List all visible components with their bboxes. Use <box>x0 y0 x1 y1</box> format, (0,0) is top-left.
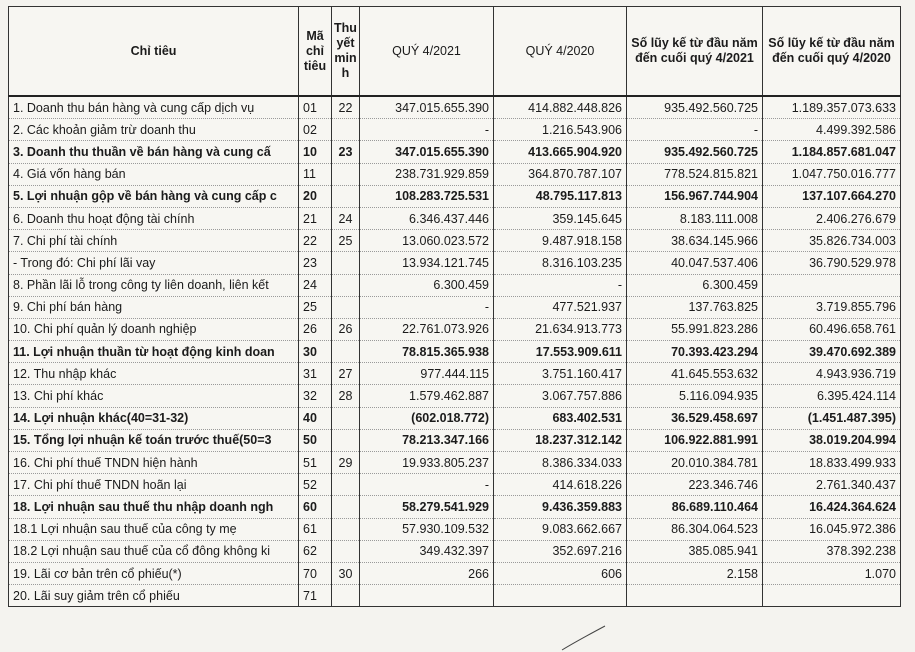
row-ytd-2020: 6.395.424.114 <box>763 385 901 407</box>
table-row <box>9 540 901 562</box>
row-note <box>332 163 360 185</box>
row-note: 28 <box>332 385 360 407</box>
table-row <box>9 518 901 540</box>
row-name: 12. Thu nhập khác <box>9 363 299 385</box>
table-row <box>9 341 901 363</box>
row-ytd-2020: 1.070 <box>763 562 901 584</box>
table-row <box>9 141 901 163</box>
row-name: 18.2 Lợi nhuận sau thuế của cổ đông không ki <box>9 540 299 562</box>
income-statement <box>8 6 901 607</box>
row-q4-2020 <box>494 585 627 607</box>
row-q4-2021: 57.930.109.532 <box>360 518 494 540</box>
row-note: 22 <box>332 96 360 119</box>
table-row <box>9 230 901 252</box>
row-q4-2021: - <box>360 119 494 141</box>
signature-mark <box>560 622 620 652</box>
row-name: 9. Chi phí bán hàng <box>9 296 299 318</box>
row-ytd-2020 <box>763 274 901 296</box>
header-ytd-2020: Số lũy kế từ đầu năm đến cuối quý 4/2020 <box>763 7 901 97</box>
row-q4-2020: - <box>494 274 627 296</box>
row-note <box>332 496 360 518</box>
row-code: 62 <box>299 540 332 562</box>
row-q4-2021: 6.300.459 <box>360 274 494 296</box>
row-q4-2020: 3.751.160.417 <box>494 363 627 385</box>
row-q4-2021: 349.432.397 <box>360 540 494 562</box>
row-code: 24 <box>299 274 332 296</box>
row-note: 23 <box>332 141 360 163</box>
row-ytd-2020: 18.833.499.933 <box>763 452 901 474</box>
table-row <box>9 385 901 407</box>
row-q4-2020: 9.083.662.667 <box>494 518 627 540</box>
row-name: 2. Các khoản giảm trừ doanh thu <box>9 119 299 141</box>
row-code: 32 <box>299 385 332 407</box>
row-ytd-2020: (1.451.487.395) <box>763 407 901 429</box>
table-row <box>9 274 901 296</box>
table-row <box>9 163 901 185</box>
row-q4-2021: 977.444.115 <box>360 363 494 385</box>
row-note <box>332 119 360 141</box>
row-q4-2021: 78.815.365.938 <box>360 341 494 363</box>
row-note: 27 <box>332 363 360 385</box>
row-q4-2021: - <box>360 296 494 318</box>
row-q4-2021: 58.279.541.929 <box>360 496 494 518</box>
row-name: 18.1 Lợi nhuận sau thuế của công ty mẹ <box>9 518 299 540</box>
row-code: 02 <box>299 119 332 141</box>
row-note <box>332 274 360 296</box>
row-ytd-2020: 378.392.238 <box>763 540 901 562</box>
row-name: 13. Chi phí khác <box>9 385 299 407</box>
header-q4-2021: QUÝ 4/2021 <box>360 7 494 97</box>
row-q4-2021: 19.933.805.237 <box>360 452 494 474</box>
row-ytd-2020: 16.045.972.386 <box>763 518 901 540</box>
table-row <box>9 185 901 207</box>
row-name: 1. Doanh thu bán hàng và cung cấp dịch vụ <box>9 96 299 119</box>
row-note: 29 <box>332 452 360 474</box>
row-q4-2021: 238.731.929.859 <box>360 163 494 185</box>
row-code: 61 <box>299 518 332 540</box>
row-ytd-2021: 36.529.458.697 <box>627 407 763 429</box>
income-statement-table <box>8 6 901 607</box>
row-ytd-2021: 223.346.746 <box>627 474 763 496</box>
row-code: 01 <box>299 96 332 119</box>
row-ytd-2021: 137.763.825 <box>627 296 763 318</box>
row-code: 26 <box>299 318 332 340</box>
row-q4-2021: 78.213.347.166 <box>360 429 494 451</box>
row-ytd-2021: 156.967.744.904 <box>627 185 763 207</box>
row-name: 14. Lợi nhuận khác(40=31-32) <box>9 407 299 429</box>
row-q4-2021: 347.015.655.390 <box>360 96 494 119</box>
row-note <box>332 341 360 363</box>
row-q4-2021: 266 <box>360 562 494 584</box>
row-code: 70 <box>299 562 332 584</box>
row-note <box>332 540 360 562</box>
row-code: 71 <box>299 585 332 607</box>
row-q4-2021: - <box>360 474 494 496</box>
row-q4-2020: 414.618.226 <box>494 474 627 496</box>
row-code: 51 <box>299 452 332 474</box>
row-ytd-2021: 778.524.815.821 <box>627 163 763 185</box>
row-ytd-2021: 86.689.110.464 <box>627 496 763 518</box>
row-ytd-2020: 4.499.392.586 <box>763 119 901 141</box>
table-row <box>9 407 901 429</box>
row-name: 16. Chi phí thuế TNDN hiện hành <box>9 452 299 474</box>
row-code: 30 <box>299 341 332 363</box>
row-note: 25 <box>332 230 360 252</box>
row-q4-2021 <box>360 585 494 607</box>
row-name: 3. Doanh thu thuần về bán hàng và cung cấ <box>9 141 299 163</box>
row-ytd-2021: 41.645.553.632 <box>627 363 763 385</box>
row-code: 22 <box>299 230 332 252</box>
table-row <box>9 318 901 340</box>
row-name: 8. Phần lãi lỗ trong công ty liên doanh, liên kết <box>9 274 299 296</box>
table-row <box>9 252 901 274</box>
row-q4-2021: 6.346.437.446 <box>360 207 494 229</box>
row-ytd-2020: 60.496.658.761 <box>763 318 901 340</box>
row-name: 18. Lợi nhuận sau thuế thu nhập doanh ngh <box>9 496 299 518</box>
table-row <box>9 429 901 451</box>
table-row <box>9 363 901 385</box>
row-ytd-2020: 39.470.692.389 <box>763 341 901 363</box>
row-ytd-2020: 38.019.204.994 <box>763 429 901 451</box>
row-note <box>332 185 360 207</box>
row-note: 24 <box>332 207 360 229</box>
header-indicator: Chỉ tiêu <box>9 7 299 97</box>
row-name: 4. Giá vốn hàng bán <box>9 163 299 185</box>
row-ytd-2021: 6.300.459 <box>627 274 763 296</box>
header-ytd-2021: Số lũy kế từ đầu năm đến cuối quý 4/2021 <box>627 7 763 97</box>
row-q4-2020: 21.634.913.773 <box>494 318 627 340</box>
row-q4-2021: 347.015.655.390 <box>360 141 494 163</box>
table-row <box>9 207 901 229</box>
row-code: 52 <box>299 474 332 496</box>
row-q4-2020: 477.521.937 <box>494 296 627 318</box>
row-ytd-2021: 935.492.560.725 <box>627 141 763 163</box>
row-ytd-2021: 106.922.881.991 <box>627 429 763 451</box>
row-note <box>332 252 360 274</box>
row-q4-2021: 13.060.023.572 <box>360 230 494 252</box>
table-row <box>9 562 901 584</box>
row-q4-2020: 9.436.359.883 <box>494 496 627 518</box>
row-code: 21 <box>299 207 332 229</box>
row-ytd-2021: 55.991.823.286 <box>627 318 763 340</box>
row-q4-2020: 8.386.334.033 <box>494 452 627 474</box>
row-ytd-2021: 38.634.145.966 <box>627 230 763 252</box>
row-ytd-2020: 36.790.529.978 <box>763 252 901 274</box>
row-ytd-2021: 2.158 <box>627 562 763 584</box>
row-ytd-2021: 86.304.064.523 <box>627 518 763 540</box>
row-q4-2020: 8.316.103.235 <box>494 252 627 274</box>
row-ytd-2020: 16.424.364.624 <box>763 496 901 518</box>
row-ytd-2020: 1.189.357.073.633 <box>763 96 901 119</box>
row-ytd-2021: 70.393.423.294 <box>627 341 763 363</box>
row-ytd-2021: 20.010.384.781 <box>627 452 763 474</box>
row-ytd-2021: 5.116.094.935 <box>627 385 763 407</box>
row-q4-2020: 1.216.543.906 <box>494 119 627 141</box>
row-ytd-2020 <box>763 585 901 607</box>
row-ytd-2020: 2.761.340.437 <box>763 474 901 496</box>
row-ytd-2020: 1.184.857.681.047 <box>763 141 901 163</box>
row-code: 11 <box>299 163 332 185</box>
row-q4-2021: 1.579.462.887 <box>360 385 494 407</box>
row-q4-2020: 413.665.904.920 <box>494 141 627 163</box>
row-note <box>332 296 360 318</box>
row-code: 60 <box>299 496 332 518</box>
header-code: Mã chỉ tiêu <box>299 7 332 97</box>
row-name: 7. Chi phí tài chính <box>9 230 299 252</box>
row-ytd-2021 <box>627 585 763 607</box>
row-code: 23 <box>299 252 332 274</box>
row-name: 15. Tổng lợi nhuận kế toán trước thuế(50=3 <box>9 429 299 451</box>
row-ytd-2021: 935.492.560.725 <box>627 96 763 119</box>
row-ytd-2020: 2.406.276.679 <box>763 207 901 229</box>
row-code: 20 <box>299 185 332 207</box>
row-code: 25 <box>299 296 332 318</box>
row-q4-2020: 9.487.918.158 <box>494 230 627 252</box>
table-row <box>9 296 901 318</box>
row-name: 20. Lãi suy giảm trên cổ phiếu <box>9 585 299 607</box>
row-ytd-2020: 137.107.664.270 <box>763 185 901 207</box>
row-q4-2021: 22.761.073.926 <box>360 318 494 340</box>
row-name: 19. Lãi cơ bản trên cổ phiếu(*) <box>9 562 299 584</box>
row-name: - Trong đó: Chi phí lãi vay <box>9 252 299 274</box>
header-note: Thuyết minh <box>332 7 360 97</box>
row-note <box>332 518 360 540</box>
table-row <box>9 96 901 119</box>
row-ytd-2020: 3.719.855.796 <box>763 296 901 318</box>
row-name: 6. Doanh thu hoạt động tài chính <box>9 207 299 229</box>
row-ytd-2020: 4.943.936.719 <box>763 363 901 385</box>
header-q4-2020: QUÝ 4/2020 <box>494 7 627 97</box>
row-code: 40 <box>299 407 332 429</box>
row-note <box>332 474 360 496</box>
row-ytd-2021: 40.047.537.406 <box>627 252 763 274</box>
row-code: 50 <box>299 429 332 451</box>
table-row <box>9 452 901 474</box>
row-ytd-2020: 1.047.750.016.777 <box>763 163 901 185</box>
row-name: 17. Chi phí thuế TNDN hoãn lại <box>9 474 299 496</box>
row-name: 11. Lợi nhuận thuần từ hoạt động kinh doan <box>9 341 299 363</box>
row-q4-2021: 108.283.725.531 <box>360 185 494 207</box>
row-q4-2020: 359.145.645 <box>494 207 627 229</box>
row-q4-2020: 3.067.757.886 <box>494 385 627 407</box>
row-code: 10 <box>299 141 332 163</box>
table-row <box>9 474 901 496</box>
row-ytd-2021: - <box>627 119 763 141</box>
row-q4-2020: 352.697.216 <box>494 540 627 562</box>
row-q4-2021: (602.018.772) <box>360 407 494 429</box>
row-note: 30 <box>332 562 360 584</box>
row-q4-2020: 18.237.312.142 <box>494 429 627 451</box>
row-q4-2020: 364.870.787.107 <box>494 163 627 185</box>
row-note: 26 <box>332 318 360 340</box>
row-ytd-2020: 35.826.734.003 <box>763 230 901 252</box>
row-name: 5. Lợi nhuận gộp về bán hàng và cung cấp c <box>9 185 299 207</box>
row-q4-2020: 17.553.909.611 <box>494 341 627 363</box>
row-ytd-2021: 8.183.111.008 <box>627 207 763 229</box>
row-q4-2020: 414.882.448.826 <box>494 96 627 119</box>
row-q4-2020: 48.795.117.813 <box>494 185 627 207</box>
row-name: 10. Chi phí quản lý doanh nghiệp <box>9 318 299 340</box>
table-header-row <box>9 7 901 97</box>
row-note <box>332 407 360 429</box>
row-code: 31 <box>299 363 332 385</box>
row-ytd-2021: 385.085.941 <box>627 540 763 562</box>
row-q4-2020: 606 <box>494 562 627 584</box>
table-row <box>9 585 901 607</box>
row-q4-2021: 13.934.121.745 <box>360 252 494 274</box>
table-row <box>9 496 901 518</box>
row-q4-2020: 683.402.531 <box>494 407 627 429</box>
row-note <box>332 429 360 451</box>
table-row <box>9 119 901 141</box>
row-note <box>332 585 360 607</box>
